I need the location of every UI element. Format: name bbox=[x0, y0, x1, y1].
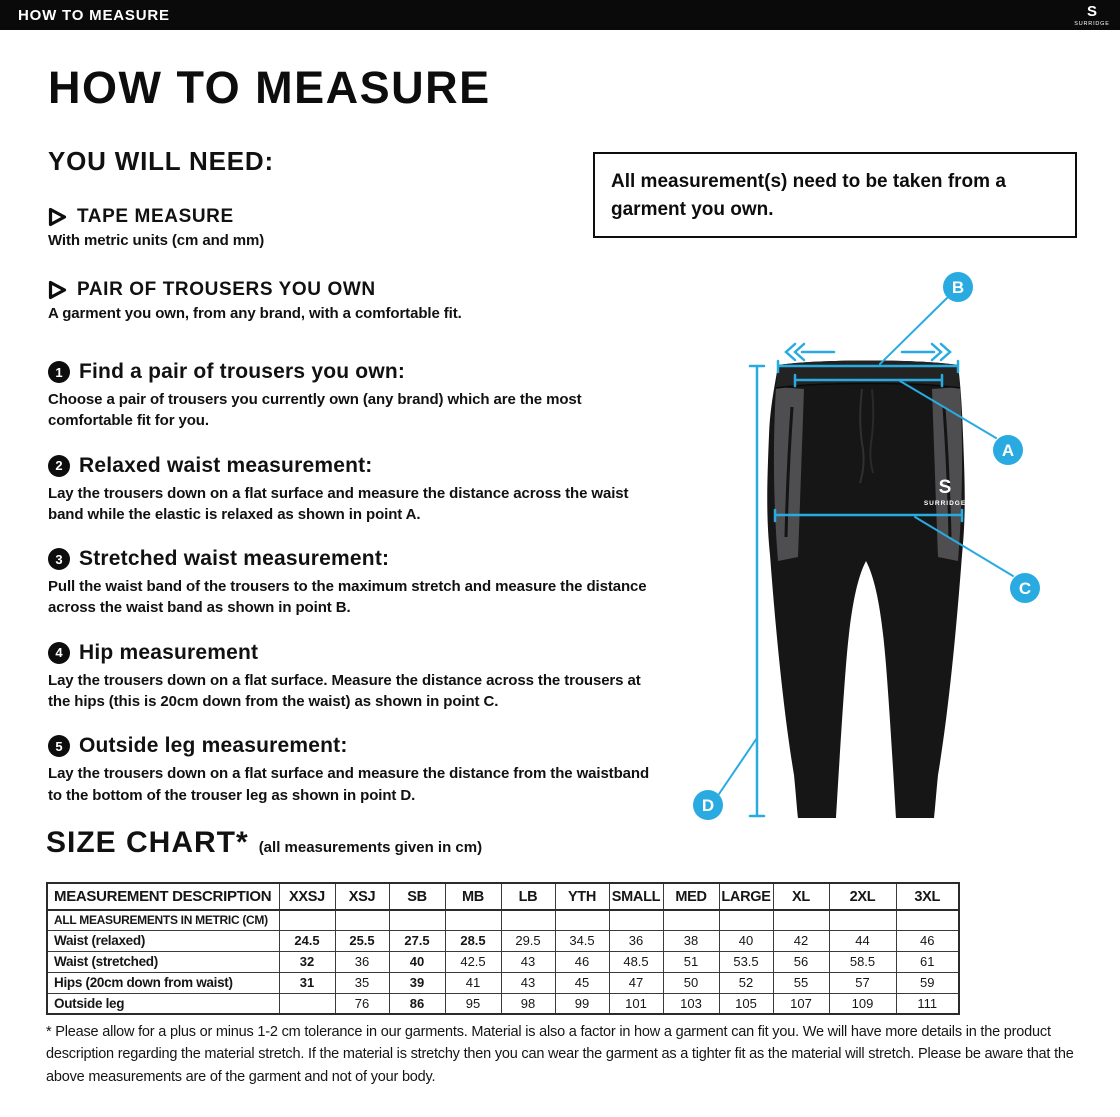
size-column-header: 2XL bbox=[829, 883, 896, 910]
need-list-item bbox=[48, 279, 608, 322]
size-value-cell: 51 bbox=[663, 951, 719, 972]
size-value-cell: 101 bbox=[609, 993, 663, 1014]
size-chart-row bbox=[47, 930, 959, 951]
step-description: Lay the trousers down on a flat surface and measure the distance from the waistband to the bottom of the trouser leg as shown in point D. bbox=[48, 765, 650, 804]
size-value-cell bbox=[335, 910, 389, 930]
step-description: Pull the waist band of the trousers to the maximum stretch and measure the distance across the waist band as shown in point B. bbox=[48, 578, 647, 617]
size-value-cell bbox=[389, 910, 445, 930]
size-value-cell: 32 bbox=[279, 951, 335, 972]
row-label: ALL MEASUREMENTS IN METRIC (CM) bbox=[47, 910, 279, 930]
size-chart-table bbox=[46, 882, 960, 1015]
surridge-logo-icon bbox=[1070, 1, 1114, 29]
size-value-cell: 99 bbox=[555, 993, 609, 1014]
size-value-cell: 56 bbox=[773, 951, 829, 972]
svg-text:SURRIDGE: SURRIDGE bbox=[1074, 21, 1110, 27]
header-title: HOW TO MEASURE bbox=[18, 6, 170, 24]
size-column-header: SMALL bbox=[609, 883, 663, 910]
trousers-measurement-diagram bbox=[690, 265, 1090, 845]
step-number-badge: 1 bbox=[48, 361, 70, 383]
size-value-cell: 109 bbox=[829, 993, 896, 1014]
leader-to-D bbox=[719, 738, 757, 794]
step-description: Lay the trousers down on a flat surface. Measure the distance across the trousers at the hips (this is 20cm down from the waist) as shown in point C. bbox=[48, 671, 641, 711]
size-value-cell: 46 bbox=[555, 951, 609, 972]
step-heading: Stretched waist measurement: bbox=[79, 547, 390, 571]
size-value-cell bbox=[663, 910, 719, 930]
size-value-cell: 103 bbox=[663, 993, 719, 1014]
size-column-header: 3XL bbox=[896, 883, 959, 910]
measure-step bbox=[48, 641, 653, 713]
size-value-cell: 35 bbox=[335, 972, 389, 993]
need-item-description: A garment you own, from any brand, with a comfortable fit. bbox=[48, 305, 462, 322]
size-chart-header bbox=[46, 826, 482, 860]
step-description: Lay the trousers down on a flat surface and measure the distance across the waist band while the elastic is relaxed as shown in point A. bbox=[48, 484, 629, 523]
size-value-cell: 61 bbox=[896, 951, 959, 972]
size-value-cell: 107 bbox=[773, 993, 829, 1014]
size-chart-title: SIZE CHART* bbox=[46, 826, 249, 859]
triangle-bullet-icon bbox=[48, 207, 67, 227]
trousers-illustration bbox=[767, 361, 966, 819]
size-value-cell bbox=[609, 910, 663, 930]
size-column-header: XL bbox=[773, 883, 829, 910]
size-chart-row bbox=[47, 993, 959, 1014]
row-label: Waist (relaxed) bbox=[47, 930, 279, 951]
size-chart-row bbox=[47, 951, 959, 972]
garment-logo-text: SURRIDGE bbox=[923, 500, 967, 507]
size-chart-row bbox=[47, 972, 959, 993]
size-value-cell: 40 bbox=[389, 951, 445, 972]
size-value-cell: 43 bbox=[501, 972, 555, 993]
size-value-cell: 38 bbox=[663, 930, 719, 951]
size-value-cell: 44 bbox=[829, 930, 896, 951]
size-value-cell: 25.5 bbox=[335, 930, 389, 951]
size-value-cell: 59 bbox=[896, 972, 959, 993]
app-header bbox=[0, 0, 1120, 30]
size-value-cell: 42 bbox=[773, 930, 829, 951]
step-number-badge: 3 bbox=[48, 548, 70, 570]
size-value-cell: 42.5 bbox=[445, 951, 501, 972]
measure-step bbox=[48, 547, 653, 619]
step-heading: Relaxed waist measurement: bbox=[79, 453, 373, 477]
size-value-cell: 50 bbox=[663, 972, 719, 993]
size-chart-row bbox=[47, 910, 959, 930]
size-value-cell bbox=[445, 910, 501, 930]
size-value-cell: 40 bbox=[719, 930, 773, 951]
size-value-cell bbox=[829, 910, 896, 930]
size-value-cell bbox=[773, 910, 829, 930]
size-column-header: LARGE bbox=[719, 883, 773, 910]
stretch-arrow-left bbox=[786, 344, 834, 360]
measure-steps bbox=[48, 360, 653, 828]
page-title: HOW TO MEASURE bbox=[48, 62, 491, 113]
size-value-cell: 36 bbox=[609, 930, 663, 951]
size-value-cell: 41 bbox=[445, 972, 501, 993]
step-number-badge: 4 bbox=[48, 642, 70, 664]
measure-step bbox=[48, 734, 653, 806]
triangle-bullet-icon bbox=[48, 280, 67, 300]
size-value-cell: 43 bbox=[501, 951, 555, 972]
size-column-header: XXSJ bbox=[279, 883, 335, 910]
row-label: Hips (20cm down from waist) bbox=[47, 972, 279, 993]
size-value-cell: 53.5 bbox=[719, 951, 773, 972]
size-value-cell: 95 bbox=[445, 993, 501, 1014]
step-number-badge: 2 bbox=[48, 455, 70, 477]
marker-A-letter: A bbox=[1001, 441, 1015, 460]
size-value-cell: 47 bbox=[609, 972, 663, 993]
marker-B-letter: B bbox=[951, 278, 965, 297]
size-column-header: LB bbox=[501, 883, 555, 910]
stretch-arrow-right bbox=[902, 344, 950, 360]
size-value-cell: 55 bbox=[773, 972, 829, 993]
size-value-cell: 45 bbox=[555, 972, 609, 993]
you-will-need-heading: YOU WILL NEED: bbox=[48, 146, 274, 176]
step-number-badge: 5 bbox=[48, 735, 70, 757]
size-value-cell: 31 bbox=[279, 972, 335, 993]
size-value-cell: 86 bbox=[389, 993, 445, 1014]
size-value-cell: 46 bbox=[896, 930, 959, 951]
garment-logo-icon: S bbox=[938, 477, 952, 498]
size-value-cell: 36 bbox=[335, 951, 389, 972]
size-value-cell: 76 bbox=[335, 993, 389, 1014]
size-chart-subtitle: (all measurements given in cm) bbox=[258, 839, 483, 856]
size-column-header: YTH bbox=[555, 883, 609, 910]
size-value-cell bbox=[501, 910, 555, 930]
size-value-cell: 34.5 bbox=[555, 930, 609, 951]
size-value-cell: 39 bbox=[389, 972, 445, 993]
size-column-header: SB bbox=[389, 883, 445, 910]
need-list-item bbox=[48, 206, 608, 249]
size-value-cell: 58.5 bbox=[829, 951, 896, 972]
size-chart-header-row bbox=[47, 883, 959, 910]
measurement-note: All measurement(s) need to be taken from a garment you own. bbox=[593, 152, 1077, 238]
size-value-cell bbox=[896, 910, 959, 930]
need-item-label: TAPE MEASURE bbox=[77, 206, 234, 227]
need-item-label: PAIR OF TROUSERS YOU OWN bbox=[77, 279, 376, 300]
step-heading: Outside leg measurement: bbox=[79, 734, 348, 758]
size-value-cell: 27.5 bbox=[389, 930, 445, 951]
outside-leg-line bbox=[750, 366, 764, 816]
measurement-description-header: MEASUREMENT DESCRIPTION bbox=[47, 883, 279, 910]
size-value-cell: 28.5 bbox=[445, 930, 501, 951]
size-value-cell: 105 bbox=[719, 993, 773, 1014]
size-value-cell: 52 bbox=[719, 972, 773, 993]
row-label: Waist (stretched) bbox=[47, 951, 279, 972]
size-value-cell: 98 bbox=[501, 993, 555, 1014]
size-value-cell: 57 bbox=[829, 972, 896, 993]
size-value-cell: 29.5 bbox=[501, 930, 555, 951]
size-value-cell: 24.5 bbox=[279, 930, 335, 951]
size-column-header: MED bbox=[663, 883, 719, 910]
size-value-cell bbox=[279, 910, 335, 930]
size-value-cell bbox=[719, 910, 773, 930]
svg-text:S: S bbox=[1086, 3, 1098, 20]
tolerance-footnote: * Please allow for a plus or minus 1-2 cm tolerance in our garments. Material is also a factor in how a garment can fit you. We will have more details in the product description regarding the material stretch. If the material is stretchy then you can wear the garment as a tighter fit as the material will stretch. Please be aware that the above measurements are of the garment and not of your body. bbox=[46, 1024, 1074, 1085]
measure-step bbox=[48, 360, 653, 432]
size-column-header: XSJ bbox=[335, 883, 389, 910]
measure-step bbox=[48, 454, 653, 526]
size-value-cell bbox=[555, 910, 609, 930]
size-column-header: MB bbox=[445, 883, 501, 910]
size-value-cell: 48.5 bbox=[609, 951, 663, 972]
need-item-description: With metric units (cm and mm) bbox=[48, 232, 265, 249]
step-description: Choose a pair of trousers you currently own (any brand) which are the most comfortable fit for you. bbox=[48, 391, 582, 430]
marker-D-letter: D bbox=[701, 796, 715, 815]
size-value-cell: 111 bbox=[896, 993, 959, 1014]
step-heading: Find a pair of trousers you own: bbox=[79, 360, 406, 383]
marker-C-letter: C bbox=[1018, 579, 1032, 598]
step-heading: Hip measurement bbox=[79, 640, 259, 664]
size-value-cell bbox=[279, 993, 335, 1014]
row-label: Outside leg bbox=[47, 993, 279, 1014]
you-will-need-list bbox=[48, 206, 608, 352]
